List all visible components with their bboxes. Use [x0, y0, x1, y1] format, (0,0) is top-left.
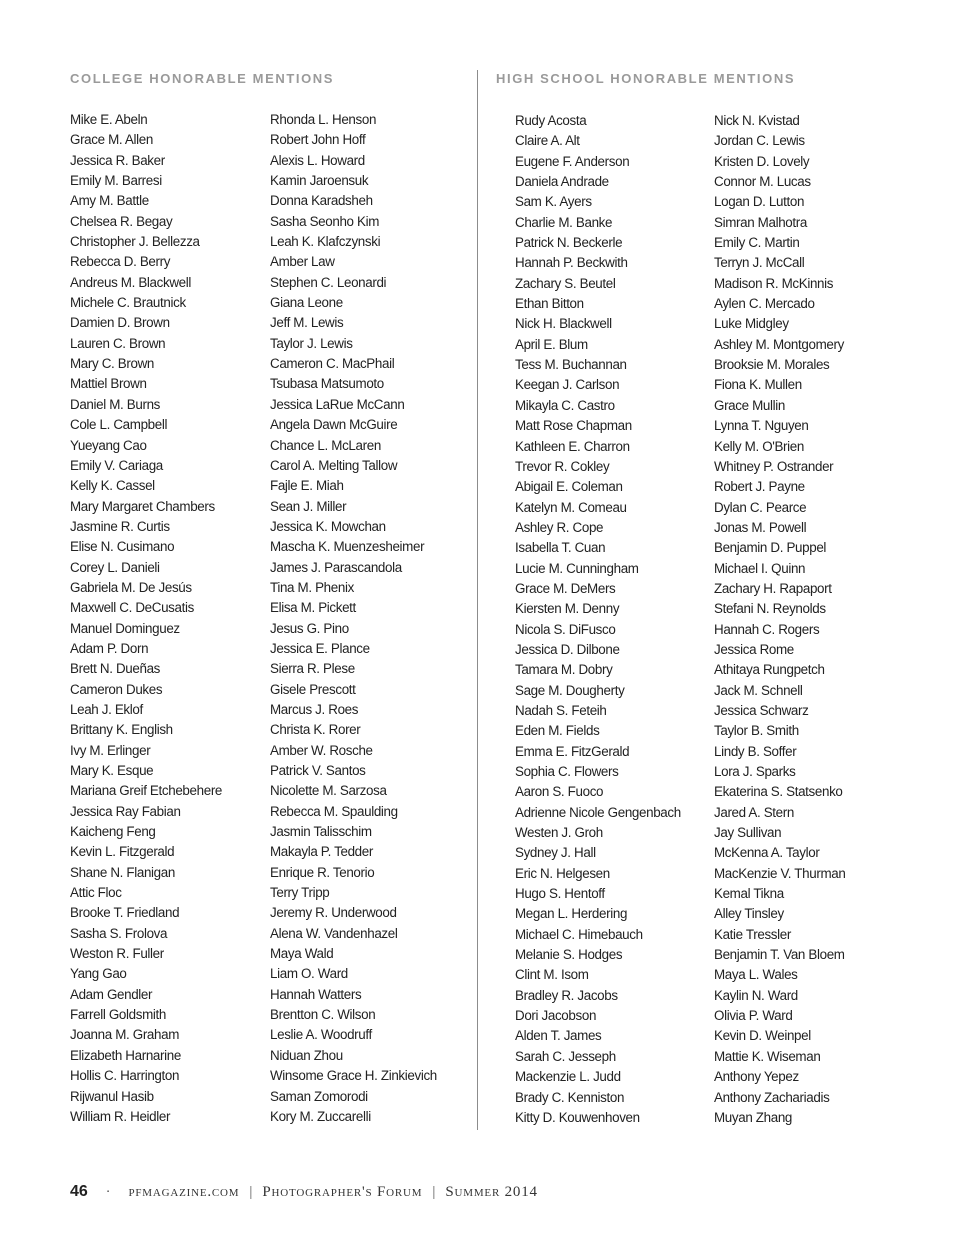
name-list-item: Jessica K. Mowchan [270, 518, 386, 534]
name-list-item: Leslie A. Woodruff [270, 1027, 372, 1043]
name-list-item: Alexis L. Howard [270, 152, 365, 168]
name-list-item: MacKenzie V. Thurman [714, 865, 846, 881]
name-list-item: Kaicheng Feng [70, 824, 156, 840]
name-list-item: Tamara M. Dobry [515, 662, 613, 678]
name-list-item: Sage M. Dougherty [515, 682, 625, 698]
name-list-item: Kristen D. Lovely [714, 153, 810, 169]
name-list-item: Tsubasa Matsumoto [270, 376, 384, 392]
name-list-item: Benjamin T. Van Bloem [714, 947, 845, 963]
name-list-item: Kaylin N. Ward [714, 987, 798, 1003]
name-list-item: Brooksie M. Morales [714, 357, 830, 373]
name-list-item: McKenna A. Taylor [714, 845, 820, 861]
name-list-item: Mike E. Abeln [70, 112, 148, 127]
name-list-item: Daniela Andrade [515, 174, 609, 190]
name-list-item: Sasha S. Frolova [70, 925, 168, 941]
name-list-item: Daniel M. Burns [70, 396, 161, 412]
footer-separator-bar: | [432, 1184, 436, 1200]
name-list-item: Michael C. Himebauch [515, 926, 643, 942]
name-list-item: Lindy B. Soffer [714, 743, 797, 759]
name-list-item: Dori Jacobson [515, 1008, 597, 1024]
name-list-item: Aaron S. Fuoco [515, 784, 604, 800]
name-list-item: Weston R. Fuller [70, 946, 164, 962]
name-list-item: Joanna M. Graham [70, 1027, 180, 1043]
name-list-item: Rudy Acosta [515, 113, 587, 128]
name-list-item: Rhonda L. Henson [270, 112, 377, 127]
high-school-names-column-1 [515, 111, 681, 1128]
name-list-item: Lucie M. Cunningham [515, 560, 639, 576]
name-list-item: Amy M. Battle [70, 193, 149, 209]
name-list-item: Claire A. Alt [515, 133, 580, 149]
name-list-item: Patrick N. Beckerle [515, 235, 623, 251]
name-list-item: Emily C. Martin [714, 235, 800, 251]
name-list-item: Megan L. Herdering [515, 906, 628, 922]
name-list-item: William R. Heidler [70, 1108, 171, 1124]
name-list-item: Ethan Bitton [515, 296, 584, 312]
name-list-item: Jasmin Talisschim [270, 824, 372, 840]
name-list-item: Fiona K. Mullen [714, 377, 802, 393]
name-list-item: Maya L. Wales [714, 967, 798, 983]
name-list-item: Nicola S. DiFusco [515, 621, 616, 637]
name-list-item: Michele C. Brautnick [70, 295, 186, 311]
name-list-item: Mary C. Brown [70, 356, 154, 372]
name-list-item: Jack M. Schnell [714, 682, 803, 698]
name-list-item: Zachary S. Beutel [515, 275, 616, 291]
name-list-item: Brady C. Kenniston [515, 1089, 625, 1105]
name-list-item: Chelsea R. Begay [70, 213, 173, 229]
name-list-item: Olivia P. Ward [714, 1008, 793, 1024]
name-list-item: Donna Karadsheh [270, 193, 373, 209]
high-school-names-column-2 [714, 111, 845, 1128]
name-list-item: Marcus J. Roes [270, 701, 359, 717]
name-list-item: Connor M. Lucas [714, 174, 811, 190]
name-list-item: Ashley M. Montgomery [714, 336, 844, 352]
name-list-item: Mikayla C. Castro [515, 397, 615, 413]
name-list-item: Adam Gendler [70, 986, 153, 1002]
name-list-item: Jessica Schwarz [714, 702, 809, 718]
name-list-item: Mary K. Esque [70, 763, 154, 778]
name-list-item: Stephen C. Leonardi [270, 274, 387, 290]
name-list-item: Enrique R. Tenorio [270, 864, 375, 880]
name-list-item: Leah K. Klafczynski [270, 234, 381, 250]
name-list-item: Mattie K. Wiseman [714, 1048, 821, 1064]
name-list-item: Anthony Zachariadis [714, 1089, 830, 1105]
name-list-item: Jessica D. Dilbone [515, 641, 620, 657]
name-list-item: Mariana Greif Etchebehere [70, 783, 223, 799]
name-list-item: Grace M. Allen [70, 132, 153, 148]
name-list-item: Mattiel Brown [70, 376, 147, 392]
name-list-item: Sasha Seonho Kim [270, 213, 380, 229]
name-list-item: Bradley R. Jacobs [515, 987, 618, 1003]
name-list-item: Kelly K. Cassel [70, 478, 155, 494]
name-list-item: Rebecca M. Spaulding [270, 803, 398, 819]
column-divider [477, 70, 478, 1130]
name-list-item: Brett N. Dueñas [70, 661, 161, 677]
name-list-item: Nick H. Blackwell [515, 316, 612, 332]
name-list-item: Jessica LaRue McCann [270, 396, 405, 412]
name-list-item: Emma E. FitzGerald [515, 743, 630, 759]
name-list-item: Jeff M. Lewis [270, 315, 344, 331]
name-list-item: Giana Leone [270, 295, 343, 311]
name-list-item: Sophia C. Flowers [515, 764, 619, 779]
name-list-item: Jeremy R. Underwood [270, 905, 397, 921]
high-school-section-title: HIGH SCHOOL HONORABLE MENTIONS [496, 71, 796, 86]
name-list-item: Sarah C. Jesseph [515, 1048, 616, 1064]
name-list-item: Robert John Hoff [270, 132, 366, 148]
name-list-item: Zachary H. Rapaport [714, 580, 832, 596]
name-list-item: Ashley R. Cope [515, 519, 604, 535]
name-list-item: Logan D. Lutton [714, 194, 805, 210]
college-section-title: COLLEGE HONORABLE MENTIONS [70, 71, 335, 86]
name-list-item: Ivy M. Erlinger [70, 742, 151, 758]
name-list-item: Jordan C. Lewis [714, 133, 805, 149]
name-list-item: Niduan Zhou [270, 1047, 343, 1063]
name-list-item: Gabriela M. De Jesús [70, 579, 192, 595]
name-list-item: Tess M. Buchannan [515, 357, 627, 373]
name-list-item: Kelly M. O'Brien [714, 438, 804, 454]
name-list-item: Mary Margaret Chambers [70, 498, 215, 514]
name-list-item: Eden M. Fields [515, 723, 600, 739]
name-list-item: Brooke T. Friedland [70, 905, 180, 921]
name-list-item: Kevin D. Weinpel [714, 1028, 811, 1044]
name-list-item: Sierra R. Plese [270, 661, 355, 677]
name-list-item: Stefani N. Reynolds [714, 601, 826, 617]
name-list-item: Dylan C. Pearce [714, 499, 807, 515]
name-list-item: Attic Floc [70, 885, 122, 901]
name-list-item: Fajle E. Miah [270, 478, 344, 494]
name-list-item: Athitaya Rungpetch [714, 662, 825, 678]
name-list-item: Terryn J. McCall [714, 255, 805, 271]
name-list-item: Makayla P. Tedder [270, 844, 373, 860]
name-list-item: Manuel Dominguez [70, 620, 180, 636]
name-list-item: Hannah P. Beckwith [515, 255, 628, 271]
name-list-item: Yang Gao [70, 966, 127, 982]
name-list-item: Shane N. Flanigan [70, 864, 175, 880]
name-list-item: Clint M. Isom [515, 967, 589, 983]
name-list-item: Rijwanul Hasib [70, 1088, 154, 1104]
name-list-item: Jesus G. Pino [270, 620, 349, 636]
name-list-item: Christa K. Rorer [270, 722, 361, 738]
name-list-item: Simran Malhotra [714, 214, 807, 230]
name-list-item: Isabella T. Cuan [515, 540, 606, 556]
name-list-item: Alley Tinsley [714, 906, 784, 922]
name-list-item: Tina M. Phenix [270, 579, 354, 595]
name-list-item: Keegan J. Carlson [515, 377, 620, 393]
name-list-item: Lauren C. Brown [70, 335, 166, 351]
name-list-item: Carol A. Melting Tallow [270, 457, 398, 473]
name-list-item: Eugene F. Anderson [515, 153, 630, 169]
name-list-item: Jessica R. Baker [70, 152, 165, 168]
name-list-item: Elisa M. Pickett [270, 600, 356, 616]
name-list-item: Adam P. Dorn [70, 640, 149, 656]
name-list-item: Leah J. Eklof [70, 701, 143, 717]
name-list-item: Brittany K. English [70, 722, 173, 738]
name-list-item: Hannah Watters [270, 986, 362, 1002]
name-list-item: Lynna T. Nguyen [714, 418, 809, 434]
page-footer [70, 1183, 538, 1201]
name-list-item: Mascha K. Muenzesheimer [270, 539, 425, 555]
name-list-item: Jessica Ray Fabian [70, 803, 181, 819]
name-list-item: Benjamin D. Puppel [714, 540, 827, 556]
name-list-item: Taylor J. Lewis [270, 335, 353, 351]
name-list-item: Hugo S. Hentoff [515, 886, 605, 902]
name-list-item: Saman Zomorodi [270, 1088, 368, 1104]
name-list-item: Anthony Yepez [714, 1069, 799, 1085]
name-list-item: Hollis C. Harrington [70, 1068, 180, 1084]
name-list-item: Kamin Jaroensuk [270, 173, 369, 189]
name-list-item: Kitty D. Kouwenhoven [515, 1109, 640, 1125]
name-list-item: Luke Midgley [714, 316, 789, 332]
name-list-item: Katelyn M. Comeau [515, 499, 627, 515]
name-list-item: Yueyang Cao [70, 437, 147, 453]
name-list-item: Jessica Rome [714, 641, 794, 657]
name-list-item: Jared A. Stern [714, 804, 794, 820]
name-list-item: Muyan Zhang [714, 1109, 793, 1125]
name-list-item: Eric N. Helgesen [515, 865, 610, 881]
name-list-item: Nadah S. Feteih [515, 702, 607, 718]
name-list-item: Jessica E. Plance [270, 640, 370, 656]
name-list-item: Sam K. Ayers [515, 194, 592, 210]
name-list-item: Kathleen E. Charron [515, 438, 630, 454]
name-list-item: Alden T. James [515, 1028, 602, 1044]
name-list-item: Westen J. Groh [515, 825, 603, 841]
name-list-item: Amber Law [270, 254, 335, 270]
name-list-item: Melanie S. Hodges [515, 947, 623, 963]
name-list-item: Maxwell C. DeCusatis [70, 600, 194, 616]
name-list-item: Christopher J. Bellezza [70, 234, 200, 250]
name-list-item: Whitney P. Ostrander [714, 458, 834, 474]
name-list-item: Trevor R. Cokley [515, 458, 610, 474]
name-list-item: Jonas M. Powell [714, 519, 807, 535]
name-list-item: Nicolette M. Sarzosa [270, 783, 387, 799]
footer-issue-date: Summer 2014 [445, 1184, 538, 1200]
page-number: 46 [70, 1183, 88, 1200]
name-list-item: Jay Sullivan [714, 825, 782, 841]
name-list-item: Ekaterina S. Statsenko [714, 784, 843, 800]
footer-magazine-title: Photographer's Forum [262, 1184, 423, 1200]
name-list-item: Hannah C. Rogers [714, 621, 820, 637]
name-list-item: Madison R. McKinnis [714, 275, 834, 291]
name-list-item: Abigail E. Coleman [515, 479, 623, 495]
name-list-item: Matt Rose Chapman [515, 418, 632, 434]
footer-website: pfmagazine.com [128, 1184, 240, 1200]
name-list-item: Cameron Dukes [70, 681, 163, 697]
name-list-item: Andreus M. Blackwell [70, 274, 192, 290]
name-list-item: Chance L. McLaren [270, 437, 381, 453]
name-list-item: James J. Parascandola [270, 559, 402, 575]
name-list-item: Kemal Tikna [714, 886, 784, 902]
name-list-item: Grace Mullin [714, 397, 785, 413]
name-list-item: Sydney J. Hall [515, 845, 596, 861]
name-list-item: Corey L. Danieli [70, 559, 160, 575]
name-list-item: Kevin L. Fitzgerald [70, 844, 175, 860]
name-list-item: Grace M. DeMers [515, 580, 616, 596]
name-list-item: Katie Tressler [714, 926, 791, 942]
name-list-item: Terry Tripp [270, 885, 330, 901]
name-list-item: Emily V. Cariaga [70, 457, 163, 473]
name-list-item: Cole L. Campbell [70, 417, 168, 433]
name-list-item: Sean J. Miller [270, 498, 347, 514]
name-list-item: Farrell Goldsmith [70, 1007, 166, 1023]
name-list-item: Emily M. Barresi [70, 173, 162, 189]
name-list-item: Mackenzie L. Judd [515, 1069, 621, 1085]
name-list-item: April E. Blum [515, 336, 588, 352]
name-list-item: Winsome Grace H. Zinkievich [270, 1068, 437, 1084]
name-list-item: Kiersten M. Denny [515, 601, 620, 617]
name-list-item: Aylen C. Mercado [714, 296, 815, 312]
name-list-item: Patrick V. Santos [270, 763, 366, 778]
name-list-item: Amber W. Rosche [270, 742, 373, 758]
name-list-item: Alena W. Vandenhazel [270, 925, 398, 941]
name-list-item: Liam O. Ward [270, 966, 348, 982]
name-list-item: Angela Dawn McGuire [270, 417, 398, 433]
footer-separator-dot: · [105, 1185, 111, 1200]
college-names-column-2 [270, 110, 437, 1127]
name-list-item: Robert J. Payne [714, 479, 805, 495]
name-list-item: Elizabeth Harnarine [70, 1047, 181, 1063]
name-list-item: Cameron C. MacPhail [270, 356, 395, 372]
name-list-item: Brentton C. Wilson [270, 1007, 376, 1023]
name-list-item: Michael I. Quinn [714, 560, 806, 576]
name-list-item: Charlie M. Banke [515, 214, 613, 230]
name-list-item: Damien D. Brown [70, 315, 170, 331]
name-list-item: Gisele Prescott [270, 681, 356, 697]
name-list-item: Adrienne Nicole Gengenbach [515, 804, 681, 820]
name-list-item: Jasmine R. Curtis [70, 518, 170, 534]
name-list-item: Nick N. Kvistad [714, 113, 800, 128]
name-list-item: Elise N. Cusimano [70, 539, 175, 555]
name-list-item: Maya Wald [270, 946, 334, 962]
name-list-item: Rebecca D. Berry [70, 254, 171, 270]
name-list-item: Kory M. Zuccarelli [270, 1108, 371, 1124]
name-list-item: Lora J. Sparks [714, 764, 796, 779]
college-names-column-1 [70, 110, 222, 1127]
name-list-item: Taylor B. Smith [714, 723, 799, 739]
footer-separator-bar: | [249, 1184, 253, 1200]
